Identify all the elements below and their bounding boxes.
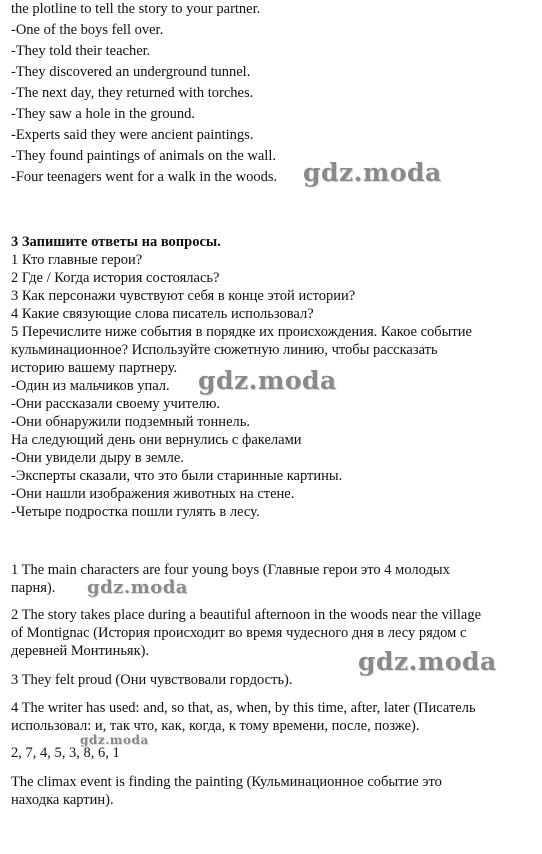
plotline-item: -They discovered an underground tunnel. xyxy=(11,64,251,80)
answer-line: находка картин). xyxy=(11,792,114,808)
answer-line: парня). xyxy=(11,580,56,596)
watermark: gdz.moda xyxy=(303,158,442,187)
event-item: -Эксперты сказали, что это были старинные картины. xyxy=(11,468,343,484)
event-item: -Они рассказали своему учителю. xyxy=(11,396,221,412)
answer-line: The climax event is finding the painting (Кульминационное событие это xyxy=(11,774,442,790)
plotline-item: -They told their teacher. xyxy=(11,43,151,59)
answer-line: использовал: и, так что, как, когда, к тому времени, после, позже). xyxy=(11,718,420,734)
plotline-item: -Experts said they were ancient paintings. xyxy=(11,127,254,143)
question-item: 5 Перечислите ниже события в порядке их происхождения. Какое событие xyxy=(11,324,472,340)
answer-line: деревней Монтиньяк). xyxy=(11,643,150,659)
answer-line: 4 The writer has used: and, so that, as, when, by this time, after, later (Писатель xyxy=(11,700,476,716)
answer-line: 1 The main characters are four young boys (Главные герои это 4 молодых xyxy=(11,562,450,578)
question-item: 4 Какие связующие слова писатель использовал? xyxy=(11,306,314,322)
answer-line: 3 They felt proud (Они чувствовали гордость). xyxy=(11,672,293,688)
watermark: gdz.moda xyxy=(198,366,337,395)
watermark: gdz.moda xyxy=(80,733,149,747)
plotline-item: -They found paintings of animals on the wall. xyxy=(11,148,276,164)
event-item: -Четыре подростка пошли гулять в лесу. xyxy=(11,504,260,520)
watermark: gdz.moda xyxy=(358,647,497,676)
plotline-intro: the plotline to tell the story to your partner. xyxy=(11,1,261,17)
question-item: 3 Как персонажи чувствуют себя в конце этой истории? xyxy=(11,288,356,304)
question-item: историю вашему партнеру. xyxy=(11,360,178,376)
plotline-item: -Four teenagers went for a walk in the woods. xyxy=(11,169,278,185)
watermark: gdz.moda xyxy=(87,577,188,598)
question-item: кульминационное? Используйте сюжетную линию, чтобы рассказать xyxy=(11,342,438,358)
answer-line: 2 The story takes place during a beautiful afternoon in the woods near the village xyxy=(11,607,482,623)
question-item: 2 Где / Когда история состоялась? xyxy=(11,270,220,286)
plotline-item: -They saw a hole in the ground. xyxy=(11,106,196,122)
order-answer: 2, 7, 4, 5, 3, 8, 6, 1 xyxy=(11,745,120,761)
event-item: На следующий день они вернулись с факелами xyxy=(11,432,302,448)
task-title: 3 Запишите ответы на вопросы. xyxy=(11,234,221,250)
event-item: -Они обнаружили подземный тоннель. xyxy=(11,414,250,430)
answer-line: of Montignac (История происходит во время чудесного дня в лесу рядом с xyxy=(11,625,467,641)
event-item: -Они нашли изображения животных на стене. xyxy=(11,486,295,502)
plotline-item: -The next day, they returned with torches. xyxy=(11,85,254,101)
event-item: -Один из мальчиков упал. xyxy=(11,378,170,394)
plotline-item: -One of the boys fell over. xyxy=(11,22,164,38)
event-item: -Они увидели дыру в земле. xyxy=(11,450,184,466)
question-item: 1 Кто главные герои? xyxy=(11,252,143,268)
